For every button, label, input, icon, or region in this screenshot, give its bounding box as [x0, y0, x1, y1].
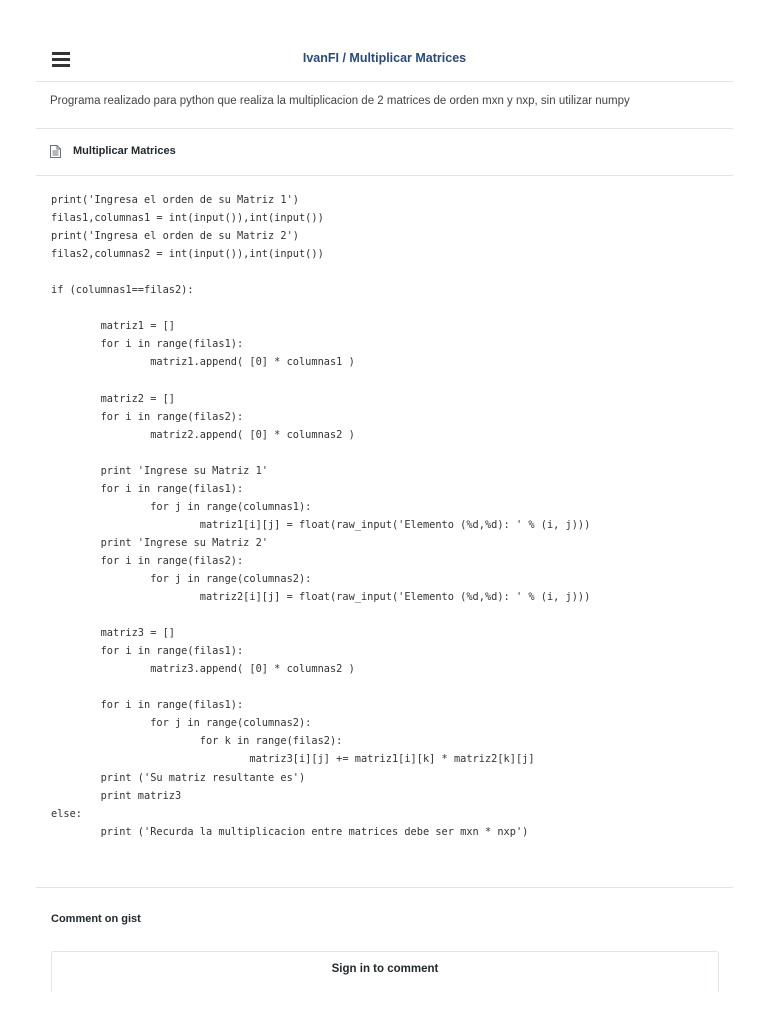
code-line — [51, 263, 733, 281]
divider — [36, 887, 733, 888]
sign-in-to-comment-button[interactable] — [51, 951, 719, 992]
code-line: for i in range(filas1): — [51, 482, 244, 495]
code-line: matriz3[i][j] += matriz1[i][k] * matriz2[k][j] — [51, 753, 535, 766]
code-line: else: — [51, 807, 82, 820]
sign-in-label: Sign in to comment — [331, 963, 439, 975]
page-title[interactable]: IvanFI / Multiplicar Matrices — [302, 51, 467, 65]
code-line: for k in range(filas2): — [51, 735, 343, 748]
file-name[interactable]: Multiplicar Matrices — [73, 145, 176, 157]
divider — [36, 128, 733, 129]
top-bar — [36, 34, 733, 82]
code-block — [51, 191, 733, 841]
code-line: for i in range(filas1): — [51, 699, 244, 712]
code-line: for i in range(filas1): — [51, 338, 244, 351]
code-line: print 'Ingrese su Matriz 2' — [51, 536, 268, 549]
code-line: print 'Ingrese su Matriz 1' — [51, 464, 268, 477]
code-line: if (columnas1==filas2): — [51, 284, 194, 297]
code-line — [51, 299, 733, 317]
code-line: for j in range(columnas2): — [51, 717, 312, 730]
code-line: for j in range(columnas1): — [51, 500, 312, 513]
code-line: matriz2.append( [0] * columnas2 ) — [51, 428, 355, 441]
code-line: for j in range(columnas2): — [51, 572, 312, 585]
divider — [36, 175, 733, 176]
code-line: for i in range(filas2): — [51, 410, 244, 423]
code-line: print ('Su matriz resultante es') — [51, 771, 306, 784]
code-line: matriz3.append( [0] * columnas2 ) — [51, 663, 355, 676]
code-line: print('Ingresa el orden de su Matriz 1') — [51, 194, 299, 206]
code-line: print matriz3 — [51, 789, 182, 802]
code-line: print('Ingresa el orden de su Matriz 2') — [51, 230, 299, 243]
code-line: matriz1[i][j] = float(raw_input('Elemento (%d,%d): ' % (i, j))) — [51, 518, 591, 531]
code-line — [51, 606, 733, 624]
code-line: matriz2[i][j] = float(raw_input('Elemento (%d,%d): ' % (i, j))) — [51, 591, 591, 604]
code-line: matriz2 = [] — [51, 392, 175, 405]
code-line: filas1,columnas1 = int(input()),int(input()) — [51, 212, 324, 225]
code-line: matriz3 = [] — [51, 627, 175, 640]
code-line: matriz1.append( [0] * columnas1 ) — [51, 356, 355, 369]
code-line: matriz1 = [] — [51, 320, 175, 333]
comment-heading: Comment on gist — [51, 913, 141, 925]
code-line — [51, 444, 733, 462]
file-text-icon — [50, 145, 61, 158]
code-line: for i in range(filas2): — [51, 554, 244, 567]
code-line: for i in range(filas1): — [51, 645, 244, 658]
gist-description: Programa realizado para python que realiza la multiplicacion de 2 matrices de orden mxn y nxp, sin utilizar numpy — [50, 95, 630, 107]
file-header — [50, 143, 176, 159]
code-line — [51, 678, 733, 696]
code-line: print ('Recurda la multiplicacion entre matrices debe ser mxn * nxp') — [51, 825, 529, 838]
code-line: filas2,columnas2 = int(input()),int(input()) — [51, 248, 324, 261]
code-line — [51, 371, 733, 389]
